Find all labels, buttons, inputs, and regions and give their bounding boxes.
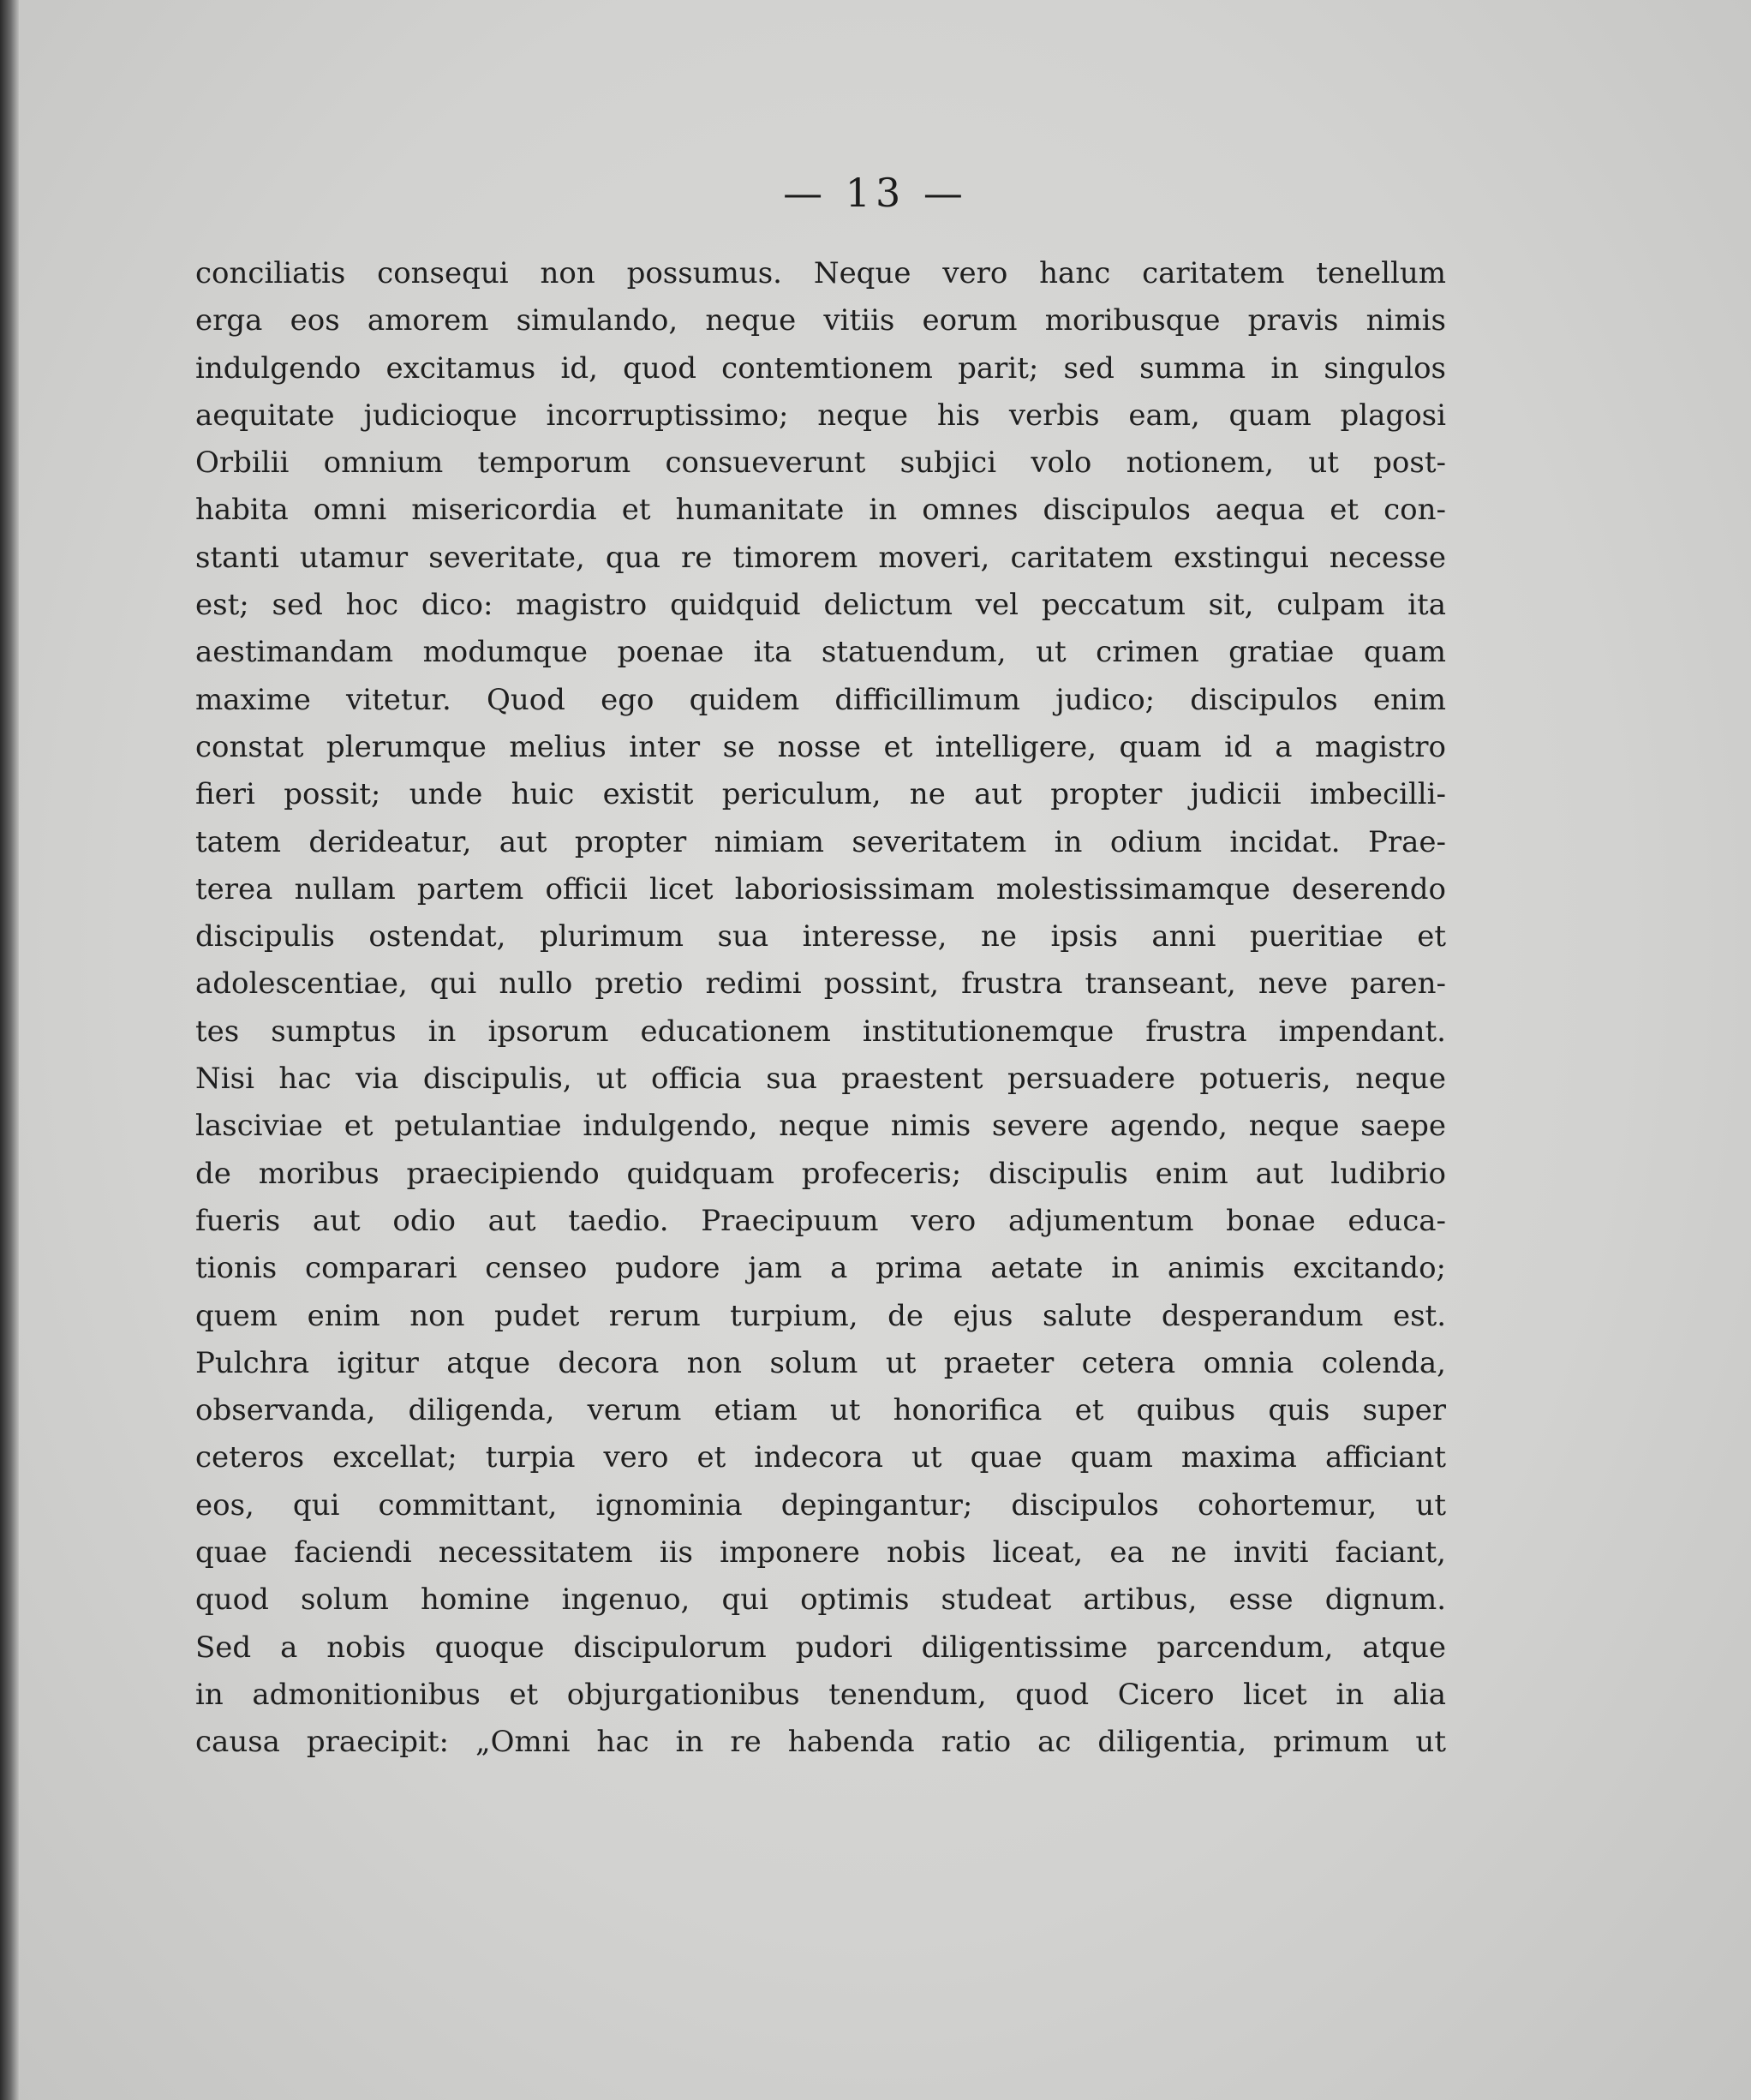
text-line: tes sumptus in ipsorum educationem institutionemque frustra impendant.	[195, 1014, 1446, 1049]
text-line: fueris aut odio aut taedio. Praecipuum vero adjumentum bonae educa-	[195, 1203, 1446, 1238]
text-line: erga eos amorem simulando, neque vitiis eorum moribusque pravis nimis	[195, 303, 1446, 338]
text-line: eos, qui committant, ignominia depingantur; discipulos cohortemur, ut	[195, 1487, 1446, 1523]
text-line: maxime vitetur. Quod ego quidem difficillimum judico; discipulos enim	[195, 682, 1446, 717]
text-line: stanti utamur severitate, qua re timorem moveri, caritatem exstingui necesse	[195, 540, 1446, 575]
text-line: conciliatis consequi non possumus. Neque vero hanc caritatem tenellum	[195, 256, 1446, 290]
text-line: terea nullam partem officii licet laboriosissimam molestissimamque deserendo	[195, 871, 1446, 906]
text-line: aequitate judicioque incorruptissimo; neque his verbis eam, quam plagosi	[195, 398, 1446, 433]
text-line: Pulchra igitur atque decora non solum ut praeter cetera omnia colenda,	[195, 1345, 1446, 1380]
text-line: de moribus praecipiendo quidquam profeceris; discipulis enim aut ludibrio	[195, 1156, 1446, 1191]
text-line: ceteros excellat; turpia vero et indecora ut quae quam maxima afficiant	[195, 1440, 1446, 1475]
text-line: tionis comparari censeo pudore jam a prima aetate in animis excitando;	[195, 1251, 1446, 1286]
text-line: Nisi hac via discipulis, ut officia sua praestent persuadere potueris, neque	[195, 1062, 1446, 1097]
text-line: quae faciendi necessitatem iis imponere nobis liceat, ea ne inviti faciant,	[195, 1535, 1446, 1571]
text-line: adolescentiae, qui nullo pretio redimi possint, frustra transeant, neve paren-	[195, 966, 1446, 1002]
text-line: Orbilii omnium temporum consueverunt subjici volo notionem, ut post-	[195, 446, 1446, 481]
book-spine-shadow	[0, 0, 19, 2100]
body-text	[195, 250, 1446, 1767]
text-line: quem enim non pudet rerum turpium, de ejus salute desperandum est.	[195, 1298, 1446, 1333]
text-line: in admonitionibus et objurgationibus tenendum, quod Cicero licet in alia	[195, 1677, 1446, 1712]
text-line: causa praecipit: „Omni hac in re habenda ratio ac diligentia, primum ut	[195, 1725, 1446, 1760]
text-line: habita omni misericordia et humanitate in omnes discipulos aequa et con-	[195, 493, 1446, 528]
text-line: discipulis ostendat, plurimum sua interesse, ne ipsis anni pueritiae et	[195, 919, 1446, 954]
text-line: tatem derideatur, aut propter nimiam severitatem in odium incidat. Prae-	[195, 824, 1446, 859]
text-line: est; sed hoc dico: magistro quidquid delictum vel peccatum sit, culpam ita	[195, 588, 1446, 623]
text-line: quod solum homine ingenuo, qui optimis studeat artibus, esse dignum.	[195, 1582, 1446, 1618]
text-line: Sed a nobis quoque discipulorum pudori diligentissime parcendum, atque	[195, 1630, 1446, 1665]
text-line: lasciviae et petulantiae indulgendo, neque nimis severe agendo, neque saepe	[195, 1109, 1446, 1144]
text-line: constat plerumque melius inter se nosse et intelligere, quam id a magistro	[195, 729, 1446, 764]
text-line: aestimandam modumque poenae ita statuendum, ut crimen gratiae quam	[195, 635, 1446, 670]
text-line: indulgendo excitamus id, quod contemtionem parit; sed summa in singulos	[195, 350, 1446, 386]
page-number: — 13 —	[783, 170, 968, 216]
text-line: fieri possit; unde huic existit periculum, ne aut propter judicii imbecilli-	[195, 777, 1446, 812]
text-line: observanda, diligenda, verum etiam ut honorifica et quibus quis super	[195, 1393, 1446, 1428]
